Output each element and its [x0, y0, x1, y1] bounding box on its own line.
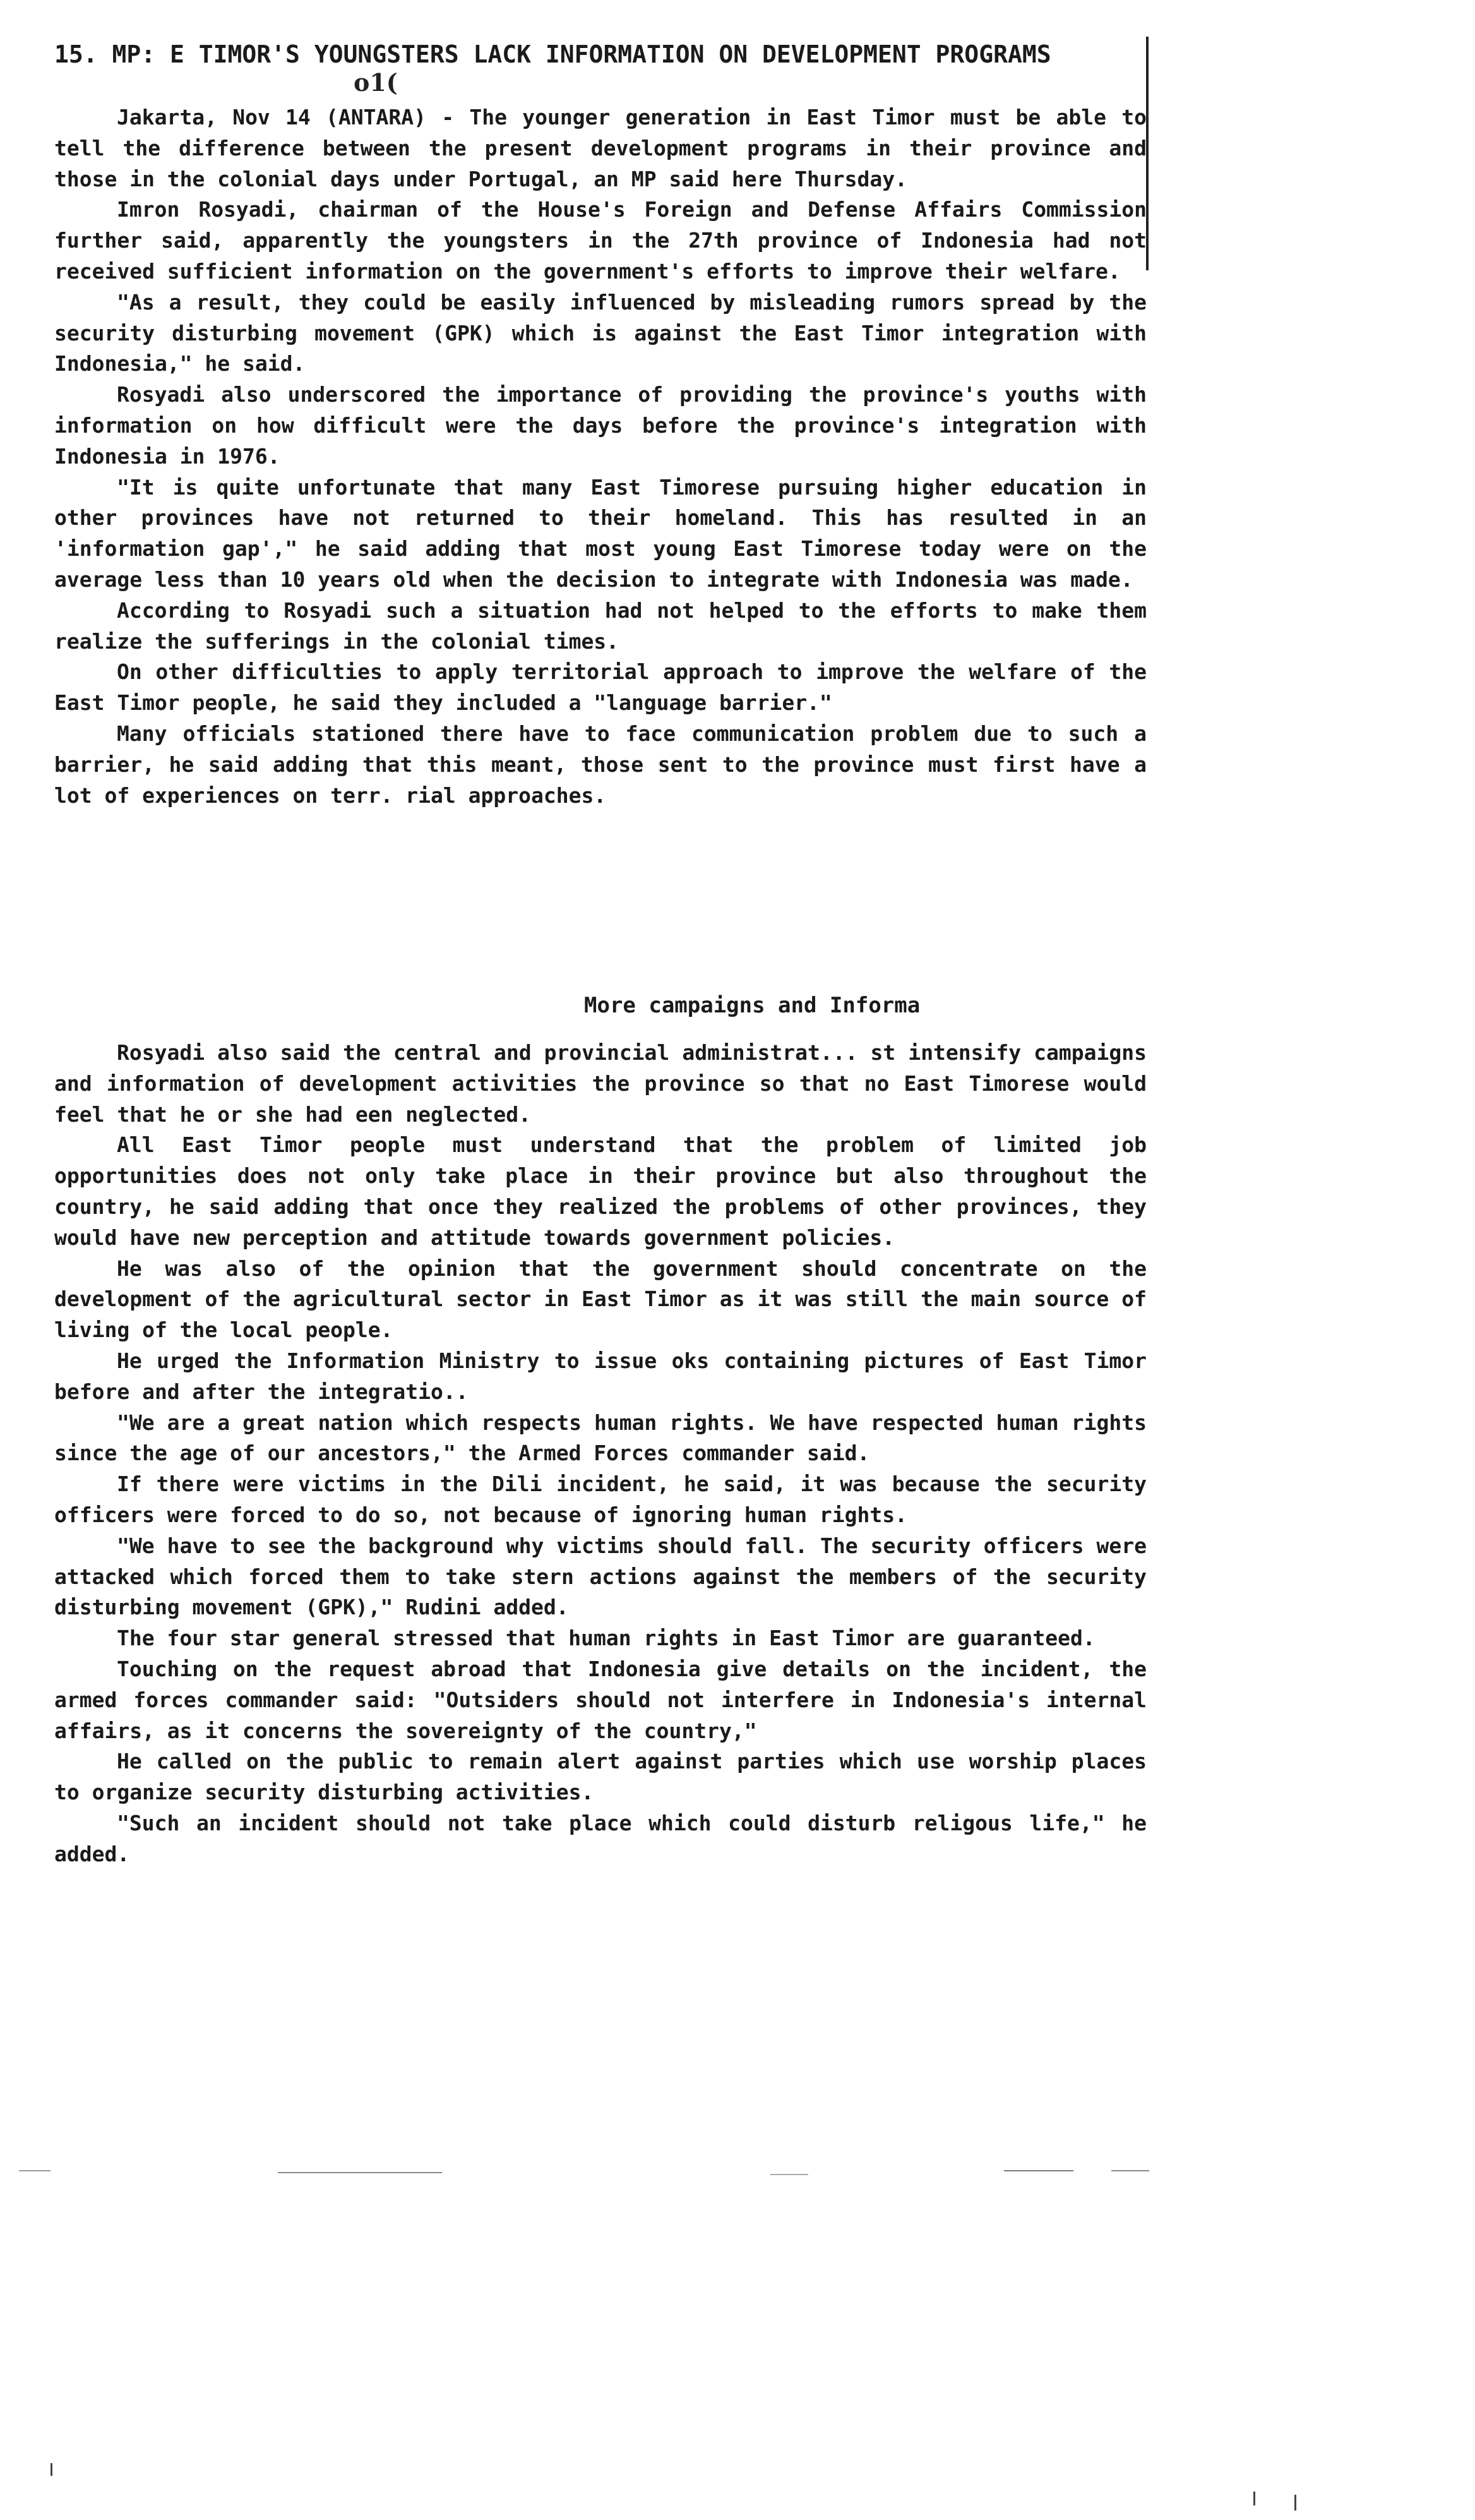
scan-artifact-line	[19, 2170, 51, 2171]
paragraph: All East Timor people must understand that the problem of limited job opportunities does not only take place in their province but also throughout the country, he said adding that once they realized the problems of other provinces, they would have new perception and attitude towards government policies.	[54, 1132, 1147, 1250]
paragraph: If there were victims in the Dili incident, he said, it was because the security officers were forced to do so, not because of ignoring human rights.	[54, 1472, 1147, 1527]
paragraph: "As a result, they could be easily influenced by misleading rumors spread by the security disturbing movement (GPK) which is against the East Timor integration with Indonesia," he said.	[54, 289, 1147, 376]
paragraph: "We are a great nation which respects human rights. We have respected human rights since the age of our ancestors," the Armed Forces commander said.	[54, 1410, 1147, 1466]
paragraph: He was also of the opinion that the government should concentrate on the development of the agricultural sector in East Timor as it was still the main source of living of the local people.	[54, 1256, 1147, 1343]
paragraph: Jakarta, Nov 14 (ANTARA) - The younger generation in East Timor must be able to tell the difference between the present development programs in their province and those in the colonial days under Portugal, an MP said here Thursday.	[54, 105, 1147, 191]
paragraph: The four star general stressed that human rights in East Timor are guaranteed.	[117, 1626, 1096, 1651]
headline: 15. MP: E TIMOR'S YOUNGSTERS LACK INFORMATION ON DEVELOPMENT PROGRAMS	[54, 40, 1051, 68]
paragraph: He called on the public to remain alert against parties which use worship places to organize security disturbing activities.	[54, 1749, 1147, 1805]
paragraph: "We have to see the background why victims should fall. The security officers were attacked which forced them to take stern actions against the members of the security disturbing movement (GPK)," Rudini added.	[54, 1533, 1147, 1620]
paragraph: Rosyadi also underscored the importance of providing the province's youths with information on how difficult were the days before the province's integration with Indonesia in 1976.	[54, 382, 1147, 469]
scan-artifact-line	[1253, 2492, 1255, 2505]
paragraph: On other difficulties to apply territorial approach to improve the welfare of the East Timor people, he said they included a "language barrier."	[54, 659, 1147, 716]
paragraph: Rosyadi also said the central and provincial administrat... st intensify campaigns and information of development activities the province so that no East Timorese would feel that he or she had een neglected.	[54, 1040, 1147, 1127]
paragraph: Many officials stationed there have to face communication problem due to such a barrier, he said adding that this meant, those sent to the province must first have a lot of experiences on terr. rial approaches.	[54, 721, 1147, 808]
paragraph: Imron Rosyadi, chairman of the House's Foreign and Defense Affairs Commission further said, apparently the youngsters in the 27th province of Indonesia had not received sufficient information on the government's efforts to improve their welfare.	[54, 197, 1147, 284]
handwritten-mark: o1(	[354, 68, 398, 97]
article-body-part1	[54, 102, 1147, 811]
scan-artifact-line	[51, 2463, 52, 2476]
scan-artifact-line	[770, 2174, 808, 2175]
paragraph: "Such an incident should not take place which could disturb religous life," he added.	[54, 1810, 1147, 1866]
paragraph: "It is quite unfortunate that many East Timorese pursuing higher education in other provinces have not returned to their homeland. This has resulted in an 'information gap'," he said adding that most young East Timorese today were on the average less than 10 years old when the decision to integrate with Indonesia was made.	[54, 474, 1147, 592]
paragraph: According to Rosyadi such a situation had not helped to the efforts to make them realize the sufferings in the colonial times.	[54, 597, 1147, 654]
article-body-part2	[54, 1038, 1147, 1870]
section-subhead: More campaigns and Informa	[584, 993, 921, 1018]
paragraph: He urged the Information Ministry to issue oks containing pictures of East Timor before and after the integratio..	[54, 1348, 1147, 1404]
scan-artifact-line	[1111, 2170, 1149, 2171]
scan-artifact-line	[1004, 2170, 1073, 2171]
scan-artifact-line	[1294, 2495, 1296, 2511]
scan-artifact-line	[278, 2172, 442, 2173]
paragraph: Touching on the request abroad that Indonesia give details on the incident, the armed forces commander said: "Outsiders should not interfere in Indonesia's internal affairs, as it concerns the sovereignty of the country,"	[54, 1656, 1147, 1743]
